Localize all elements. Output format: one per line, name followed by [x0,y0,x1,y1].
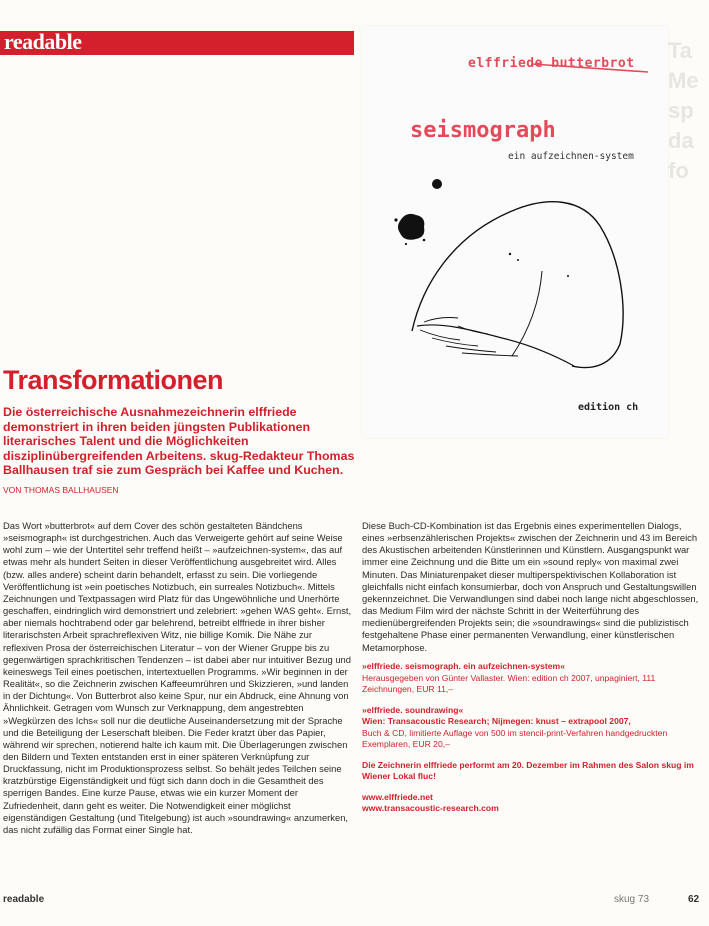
cover-subtitle: ein aufzeichnen-system [508,151,634,162]
drawing-dot-3 [567,275,569,277]
ink-splat-3 [405,243,407,245]
book2-publisher: Wien: Transacoustic Research; Nijmegen: knust – extrapool 2007, [362,716,631,726]
drawing-feathers [420,318,518,357]
drawing-dot-1 [509,253,511,255]
background-page-text: Ta Me sp da fo [668,38,699,183]
article-headline: Transformationen [3,365,224,395]
drawing-dot-2 [517,259,519,261]
article-intro: Die österreichische Ausnahmezeichnerin elffriede demonstriert in ihren beiden jüngsten Publikationen literarisches Talent und die Möglichkeiten disziplinübergreifenden Arbeitens. skug-Redakteur Thomas Ballhausen traf sie zum Gespräch bei Kaffee und Kuchen. [3,405,355,478]
drawing-base [417,325,574,366]
cover-author-first: elffriede [468,56,552,71]
body-column-right: Diese Buch-CD-Kombination ist das Ergebnis eines experimentellen Dialogs, eines »erbsenzählerischen Projekts« zwischen der Zeichnerin und 43 im Bereich des Akustischen arbeitenden Künstlerinnen und Künstlern. Ausgangspunkt war immer eine Zeichnung und die Bitte um ein »sound reply« von maximal zwei Minuten. Das Miniaturenpaket dieser multiperspektivischen Kollaboration ist gleichfalls nicht einfach konsumierbar, doch von Anspruch und Gestaltungswillen gekennzeichnet. Die Verwandlungen sind dabei noch lange nicht abgeschlossen, das Medium Film wird der nächste Schritt in der Weiterführung des medienübergreifenden Projekts sein; die »soundrawings« sind die publizistisch festgehaltene Phase einer permanenten Verwandlung, einer künstlerischen Metamorphose. [362,520,699,653]
ink-splat-2 [423,239,426,242]
drawing-inner-line [512,271,542,356]
ink-blot [398,214,424,240]
link-elffriede[interactable]: www.elffriede.net [362,791,433,802]
section-label: readable [4,29,82,54]
ink-dot-small [432,179,442,189]
ink-splat-1 [394,218,397,221]
footer-magazine: skug 73 [614,894,650,905]
page-number: 62 [688,894,700,905]
book1-title: »elffriede. seismograph. ein aufzeichnen-system« [362,661,565,671]
event-note: Die Zeichnerin elffriede performt am 20. Dezember im Rahmen des Salon skug im Wiener Lokal fluc! [362,759,694,781]
body-column-left: Das Wort »butterbrot« auf dem Cover des schön gestalteten Bändchens »seismograph« ist durchgestrichen. Auch das Verweigerte gehört auf seine Weise wohl zum – wie der Untertitel sehr treffend heißt – »aufzeichnen-system«, das auf etwas mehr als hundert Seiten in dieser Veröffentlichung ausgebreitet wird. Alles (bzw. alles andere) scheint darin behandelt, erfasst zu sein. Die vorliegende Veröffentlichung ist »ein poetisches Notizbuch, ein surreales Notizbuch«. Mittels Zeichnungen und Textpassagen wird Platz für das Ungewöhnliche und Unerhörte geschaffen, eindringlich wird demonstriert und zelebriert: »gehen WAS geht«. Ernst, aber niemals hochtrabend oder gar belehrend, betreibt elffriede in ihrer bisher literarischsten Arbeit sprachreflexiven Witz, nie billige Komik. Die Nähe zur reflexiven Prosa der österreichischen Literatur – von der Wiener Gruppe bis zu gegenwärtigen sprachkritischen Tendenzen – ist dabei aber nur intuitiver Bezug und keineswegs Teil eines poetischen, intertextuellen Programms. »Wir beginnen in der Realität«, so die Zeichnerin zwischen Kaffeeumrühren und Skizzieren, »und landen in der Dichtung«. Von Butterbrot also keine Spur, nur ein Abdruck, eine Ahnung von Ähnlichkeit. Getragen vom Wunsch zur Verknappung, dem angestrebten »Wegkürzen des Ichs« soll nur die deutliche Auseinandersetzung mit der Sprache und die Beteiligung der Leserschaft bleiben. Die Feder kratzt über das Papier, während wir sprechen, notierend halte ich kaum mit. Die Überlagerungen zwischen den Bildern und Texten entstanden erst in einer späteren Verknüpfung zur Druckfassung, nicht im Produktionsprozess selbst. So behält jedes Teilchen seine kratzbürstige Eigenständigkeit und fügt sich dann doch in die Gesamtheit des sperrigen Bandes. Eine kurze Pause, etwas wie ein kurzer Moment der Zufriedenheit, dann geht es weiter. Die Notwendigkeit einer möglichst eigenständigen Gestaltung (und Titelgebung) ist auch »soundrawing« anzumerken, das nicht zufällig das Format einer Single hat. [3,520,352,835]
info-box [362,661,702,815]
book1-details: Herausgegeben von Günter Vallaster. Wien: edition ch 2007, unpaginiert, 111 Zeichnungen, EUR 11,– [362,672,656,694]
cover-author-struck: butterbrot [551,56,635,71]
book2-details: Buch & CD, limitierte Auflage von 500 im stencil-print-Verfahren handgedruckten Exemplaren, EUR 20,– [362,727,668,749]
link-transacoustic[interactable]: www.transacoustic-research.com [362,803,499,813]
cover-publisher: edition ch [578,402,639,413]
cover-drawing [362,26,668,438]
cover-author [468,56,635,71]
footer-section: readable [3,894,45,905]
cover-title: seismograph [410,118,556,143]
book2-title: »elffriede. soundrawing« [362,704,464,715]
article-byline: VON THOMAS BALLHAUSEN [3,485,119,495]
